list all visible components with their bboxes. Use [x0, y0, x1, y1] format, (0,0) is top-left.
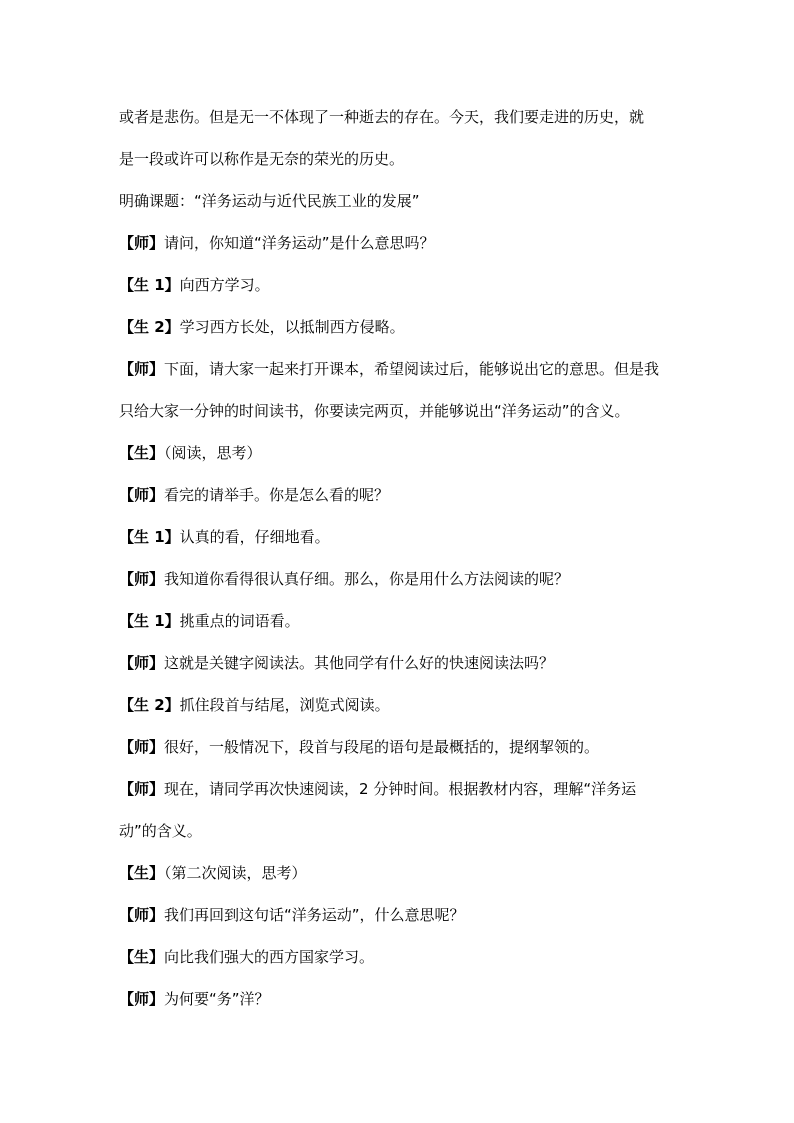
- line-text: 挑重点的词语看。: [179, 612, 300, 630]
- text-line: [119, 306, 679, 348]
- line-text: 明确课题：“洋务运动与近代民族工业的发展”: [119, 192, 420, 210]
- text-line: [119, 978, 679, 1020]
- speaker-tag: 【师】: [119, 570, 165, 588]
- speaker-tag: 【生】: [119, 444, 165, 462]
- line-text: 这就是关键字阅读法。其他同学有什么好的快速阅读法吗？: [164, 654, 555, 672]
- text-line: [119, 474, 679, 516]
- line-text: 为何要“务”洋？: [164, 990, 270, 1008]
- text-line: [119, 936, 679, 978]
- line-text: 认真的看，仔细地看。: [179, 528, 330, 546]
- speaker-tag: 【师】: [119, 234, 165, 252]
- line-text: （第二次阅读，思考）: [164, 864, 307, 882]
- line-text: 动”的含义。: [119, 822, 202, 840]
- text-line: [119, 810, 679, 852]
- line-text: 请问，你知道“洋务运动”是什么意思吗？: [164, 234, 435, 252]
- line-text: 现在，请同学再次快速阅读，2 分钟时间。根据教材内容，理解“洋务运: [164, 780, 637, 798]
- speaker-tag: 【师】: [119, 486, 165, 504]
- line-text: 只给大家一分钟的时间读书，你要读完两页，并能够说出“洋务运动”的含义。: [119, 402, 630, 420]
- line-text: （阅读，思考）: [164, 444, 262, 462]
- text-line: [119, 852, 679, 894]
- line-text: 或者是悲伤。但是无一不体现了一种逝去的存在。今天，我们要走进的历史，就: [119, 108, 645, 126]
- text-line: [119, 432, 679, 474]
- speaker-tag: 【师】: [119, 654, 165, 672]
- line-text: 我们再回到这句话“洋务运动”，什么意思呢？: [164, 906, 465, 924]
- text-line: [119, 390, 679, 432]
- line-text: 下面，请大家一起来打开课本，希望阅读过后，能够说出它的意思。但是我: [164, 360, 660, 378]
- speaker-tag: 【生 2】: [119, 318, 180, 336]
- speaker-tag: 【生 1】: [119, 528, 180, 546]
- document-body: [119, 96, 679, 1020]
- line-text: 很好，一般情况下，段首与段尾的语句是最概括的，提纲挈领的。: [164, 738, 600, 756]
- text-line: [119, 642, 679, 684]
- line-text: 抓住段首与结尾，浏览式阅读。: [179, 696, 390, 714]
- speaker-tag: 【师】: [119, 990, 165, 1008]
- speaker-tag: 【师】: [119, 906, 165, 924]
- speaker-tag: 【生】: [119, 864, 165, 882]
- speaker-tag: 【师】: [119, 360, 165, 378]
- text-line: [119, 96, 679, 138]
- line-text: 看完的请举手。你是怎么看的呢？: [164, 486, 390, 504]
- speaker-tag: 【师】: [119, 738, 165, 756]
- text-line: [119, 348, 679, 390]
- text-line: [119, 768, 679, 810]
- text-line: [119, 894, 679, 936]
- text-line: [119, 264, 679, 306]
- text-line: [119, 138, 679, 180]
- line-text: 学习西方长处，以抵制西方侵略。: [179, 318, 405, 336]
- line-text: 向比我们强大的西方国家学习。: [164, 948, 375, 966]
- text-line: [119, 516, 679, 558]
- text-line: [119, 726, 679, 768]
- text-line: [119, 558, 679, 600]
- text-line: [119, 684, 679, 726]
- line-text: 向西方学习。: [179, 276, 270, 294]
- speaker-tag: 【生】: [119, 948, 165, 966]
- speaker-tag: 【生 1】: [119, 612, 180, 630]
- speaker-tag: 【师】: [119, 780, 165, 798]
- line-text: 是一段或许可以称作是无奈的荣光的历史。: [119, 150, 405, 168]
- text-line: [119, 600, 679, 642]
- speaker-tag: 【生 1】: [119, 276, 180, 294]
- text-line: [119, 180, 679, 222]
- speaker-tag: 【生 2】: [119, 696, 180, 714]
- line-text: 我知道你看得很认真仔细。那么，你是用什么方法阅读的呢？: [164, 570, 570, 588]
- text-line: [119, 222, 679, 264]
